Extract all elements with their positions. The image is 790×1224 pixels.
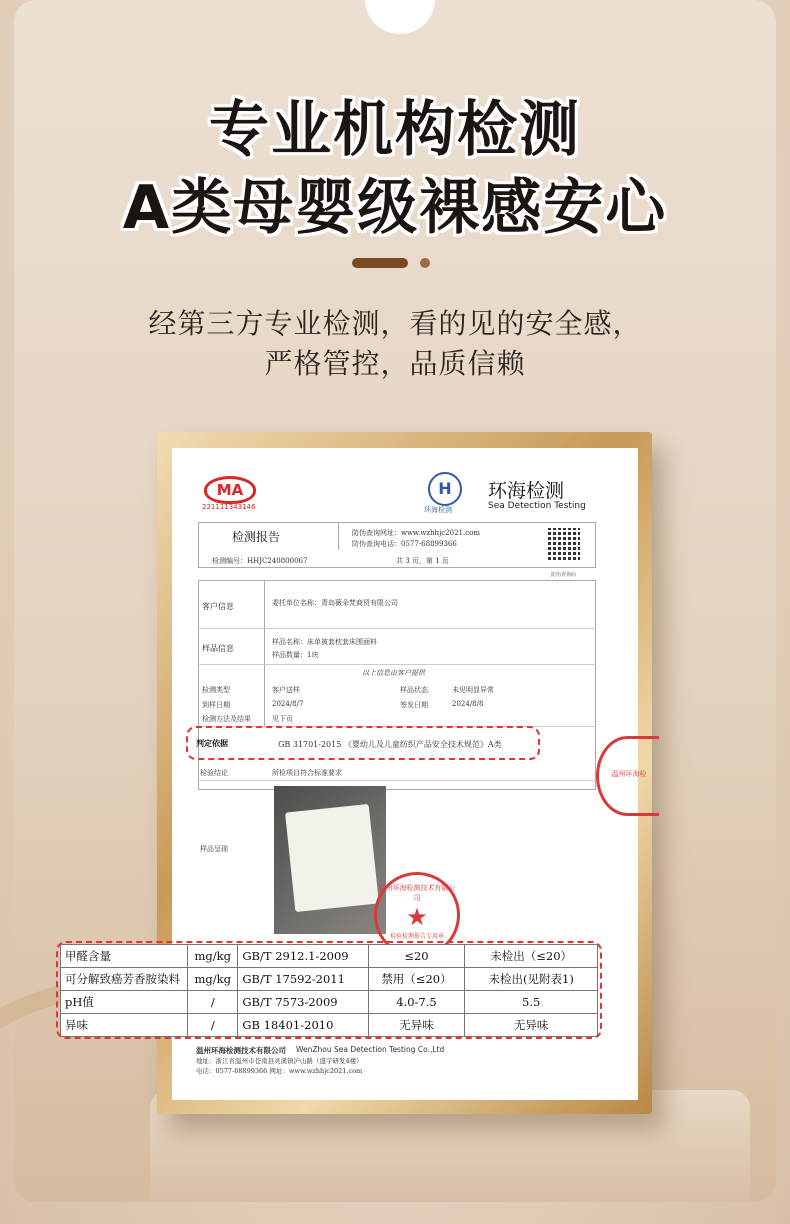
result-item: 甲醛含量 [61,945,188,968]
photo-label: 样品呈现 [200,845,228,853]
headline-line1: 专业机构检测 [209,95,581,165]
result-value: 5.5 [465,991,598,1014]
divider-dot [420,258,430,268]
result-limit: 无异味 [368,1014,465,1037]
seal-star-icon: ★ [406,903,428,931]
result-value: 未检出(见附表1) [465,968,598,991]
lab-logo-icon: H [428,472,462,506]
sample-name: 样品名称：床单被套枕套床围面料 [272,638,377,646]
result-limit: 禁用（≤20） [368,968,465,991]
footer-address: 地址：浙江省温州市苍南县灵溪镇沪山路（盛宇研发4楼） [196,1057,363,1065]
result-item: 异味 [61,1014,188,1037]
seal-subtext: 检验检测报告专用章 [389,933,444,940]
qr-code-icon [548,528,580,560]
result-method: GB/T 7573-2009 [238,991,368,1014]
subtitle-line1: 经第三方专业检测，看的见的安全感， [148,307,642,340]
result-method: GB/T 17592-2011 [238,968,368,991]
qr-caption: 防伪查询码 [551,572,577,578]
result-limit: ≤20 [368,945,465,968]
conclusion-value: 所检项目符合标准要求 [272,769,342,777]
report-number: 检测编号：HHJC240800067 [212,557,308,565]
result-value: 无异味 [465,1014,598,1037]
report-title: 检测报告 [232,530,281,544]
seal-text: 温州环海检测技术有限公司 [378,884,456,902]
test-type-label: 检测类型 [202,686,230,694]
arrival-value: 2024/8/7 [272,700,304,708]
footer-contact: 电话：0577-68899366 网址：www.wzhhjc2021.com [196,1067,363,1075]
arrival-label: 到样日期 [202,701,230,709]
cma-number: 221111343146 [202,503,256,511]
result-method: GB 18401-2010 [238,1014,368,1037]
result-unit: / [188,991,238,1014]
result-method: GB/T 2912.1-2009 [238,945,368,968]
lab-name-en: Sea Detection Testing [488,501,586,511]
method-value: 见下页 [272,715,293,723]
result-item: 可分解致癌芳香胺染料 [61,968,188,991]
basis-label: 判定依据 [196,738,228,748]
result-unit: mg/kg [188,968,238,991]
divider-dash [352,258,408,268]
client-value: 委托单位名称：青岛薇朵梵商贸有限公司 [272,599,398,607]
highlight-basis [186,726,540,760]
issue-value: 2024/8/8 [452,700,484,708]
method-label: 检测方法及结果 [202,715,251,723]
anti-fake-tel: 防伪查询电话：0577-68899366 [352,540,457,548]
result-unit: mg/kg [188,945,238,968]
issue-label: 签发日期 [400,701,428,709]
anti-fake-web: 防伪查询网址：www.wzhhjc2021.com [352,529,480,537]
headline-line2: A类母婴级裸感安心 [122,173,668,243]
page-count: 共 3 页，第 1 页 [396,557,449,565]
sample-label: 样品信息 [202,644,234,653]
test-type-value: 客户送样 [272,686,300,694]
side-seal [596,736,659,816]
side-seal-text: 温州环海检 [611,770,647,778]
highlight-results [56,941,602,1039]
footer-company: 温州环海检测技术有限公司 [196,1046,286,1055]
sample-cloth-image [285,804,379,912]
client-label: 客户信息 [202,602,234,611]
basis-value: GB 31701-2015 《婴幼儿及儿童纺织产品安全技术规范》A类 [278,740,502,749]
sample-quantity: 样品数量：1块 [272,651,319,659]
result-value: 未检出（≤20） [465,945,598,968]
sample-state-value: 未见明显异常 [452,686,494,694]
footer-company-en: WenZhou Sea Detection Testing Co.,Ltd [296,1045,445,1054]
result-unit: / [188,1014,238,1037]
subtitle-line2: 严格管控，品质信赖 [264,347,526,380]
result-limit: 4.0-7.5 [368,991,465,1014]
sample-state-label: 样品状态 [400,686,428,694]
result-item: pH值 [61,991,188,1014]
conclusion-label: 检验结论 [200,769,228,777]
lab-name: 环海检测 [488,480,565,502]
cma-logo: MA [204,476,256,504]
lab-logo-caption: 环海检测 [424,506,452,514]
client-note: 以上信息由客户提供 [362,669,425,677]
